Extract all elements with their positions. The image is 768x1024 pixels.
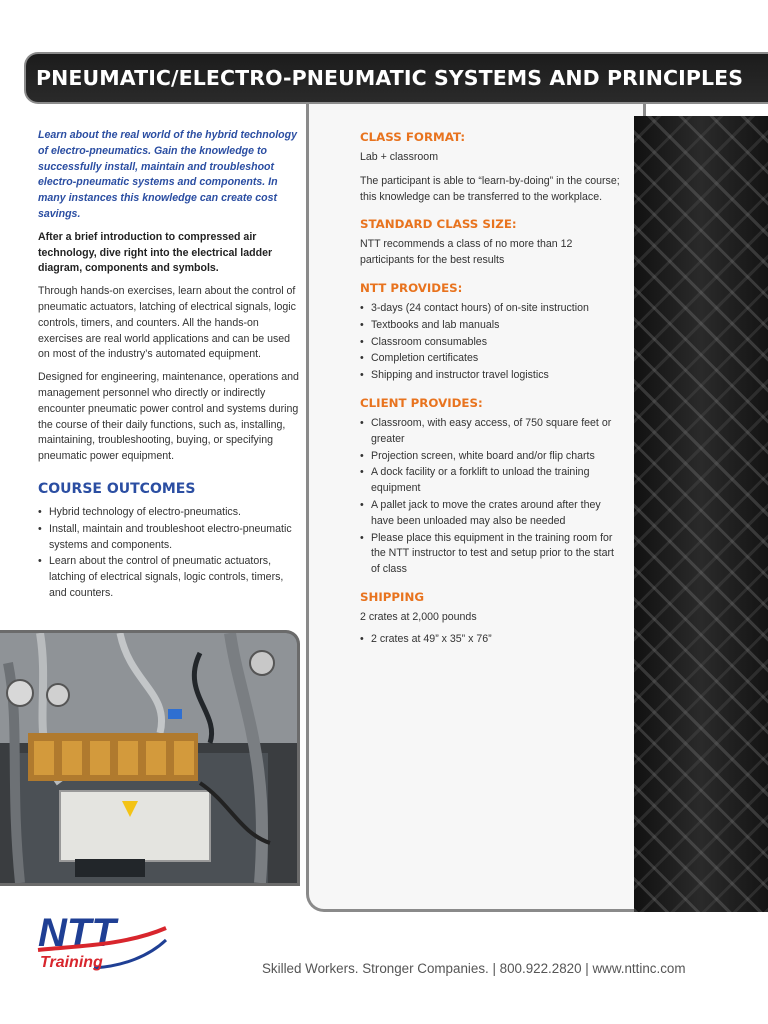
logo-wordmark: NTT	[38, 911, 116, 955]
intro-bold: After a brief introduction to compressed air technology, dive right into the electrical ladder diagram, components and symbols.	[38, 230, 273, 275]
intro-paragraph-1: Through hands-on exercises, learn about the control of pneumatic actuators, latching of electrical signals, logic controls, timers, and counters. All the hands-on exercises are real world applications and can be used on most of the industry’s automated equipment.	[38, 285, 296, 361]
shipping-section	[360, 590, 625, 648]
class-format-heading: CLASS FORMAT:	[360, 130, 466, 144]
list-item: • Projection screen, white board and/or flip charts	[360, 449, 625, 465]
class-size-section	[360, 217, 625, 269]
intro-paragraph-2: Designed for engineering, maintenance, operations and management personnel who directly or indirectly encounter pneumatic power control and systems during the course of their daily functions, such as, installing, maintaining, troubleshooting, buying, or specifying pneumatic power equipment.	[38, 371, 299, 463]
ntt-provides-heading: NTT PROVIDES:	[360, 280, 463, 295]
footer-tagline: Skilled Workers. Stronger Companies. | 800.922.2820 | www.nttinc.com	[262, 961, 686, 976]
intro-italic: Learn about the real world of the hybrid technology of electro-pneumatics. Gain the knowledge to successfully install, maintain and troubleshoot electro-pneumatic systems and components. In many instances this knowledge can create cost savings.	[38, 129, 297, 220]
client-provides-section	[360, 396, 625, 578]
ntt-training-logo	[34, 910, 174, 980]
class-format-section	[360, 130, 625, 205]
shipping-desc: 2 crates at 2,000 pounds	[360, 610, 477, 623]
class-format-value: Lab + classroom	[360, 151, 439, 163]
list-item: • Please place this equipment in the training room for the NTT instructor to test and setup prior to the start of class	[360, 531, 625, 578]
left-column	[38, 128, 300, 603]
shipping-list	[360, 632, 625, 648]
list-item: • A dock facility or a forklift to unload the training equipment	[360, 465, 625, 497]
list-item: • Learn about the control of pneumatic actuators, latching of electrical signals, logic controls, timers, and counters.	[38, 554, 300, 601]
list-item: • Shipping and instructor travel logistics	[360, 368, 625, 384]
list-item: • Classroom, with easy access, of 750 square feet or greater	[360, 416, 625, 448]
shipping-heading: SHIPPING	[360, 589, 424, 604]
class-size-heading: STANDARD CLASS SIZE:	[360, 217, 517, 232]
list-item: • Textbooks and lab manuals	[360, 318, 625, 334]
list-item: • Hybrid technology of electro-pneumatics.	[38, 505, 300, 521]
class-format-desc: The participant is able to “learn-by-doing” in the course; this knowledge can be transferred to the workplace.	[360, 174, 620, 203]
ntt-provides-section	[360, 281, 625, 384]
ntt-provides-list	[360, 301, 625, 384]
client-provides-heading: CLIENT PROVIDES:	[360, 395, 483, 410]
client-provides-list	[360, 416, 625, 578]
list-item: • Classroom consumables	[360, 335, 625, 351]
page-title: PNEUMATIC/ELECTRO-PNEUMATIC SYSTEMS AND PRINCIPLES	[36, 66, 744, 90]
title-bar	[24, 52, 768, 104]
list-item: • Completion certificates	[360, 351, 625, 367]
course-outcomes-heading: COURSE OUTCOMES	[38, 480, 196, 497]
course-outcomes-list	[38, 505, 300, 602]
logo-subtitle: Training	[40, 954, 103, 971]
list-item: • Install, maintain and troubleshoot electro-pneumatic systems and components.	[38, 522, 300, 554]
list-item: • 2 crates at 49” x 35” x 76”	[360, 632, 625, 648]
pneumatic-panel-image	[0, 633, 300, 886]
list-item: • 3-days (24 contact hours) of on-site instruction	[360, 301, 625, 317]
class-size-desc: NTT recommends a class of no more than 12 participants for the best results	[360, 238, 573, 267]
equipment-photo	[0, 630, 300, 886]
diamond-plate-decoration	[634, 116, 768, 912]
list-item: • A pallet jack to move the crates around after they have been unloaded may also be needed	[360, 498, 625, 530]
details-content	[360, 130, 625, 660]
